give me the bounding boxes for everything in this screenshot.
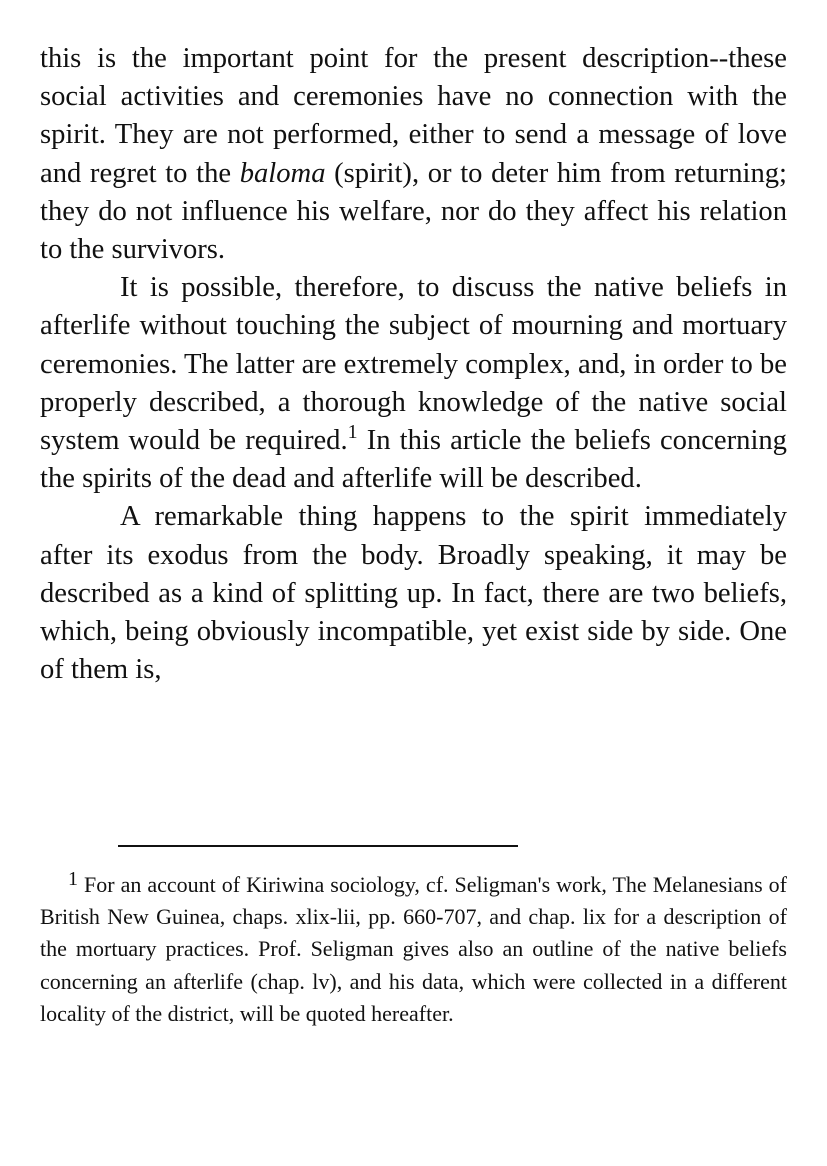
paragraph-1-text-b: (spirit), or to deter him from returning; they do not influence his welfare, nor do they affect his relation to the survivors. bbox=[40, 157, 787, 266]
paragraph-1-text-a: this is the important point for the present description--these social activities and ceremonies have no connection with the spirit. They are not performed, either to send a message of love and regret to the bbox=[40, 43, 787, 189]
page-body bbox=[40, 40, 787, 689]
paragraph-3-text: A remarkable thing happens to the spirit immediately after its exodus from the body. Broadly speaking, it may be described as a kind of splitting up. In fact, there are two beliefs, which, being obviously incompatible, yet exist side by side. One of them is, bbox=[40, 501, 787, 686]
paragraph-2 bbox=[40, 269, 787, 498]
footnote-divider bbox=[118, 845, 518, 847]
paragraph-2-text-a: It is possible, therefore, to discuss the native beliefs in afterlife without touching the subject of mourning and mortuary ceremonies. The latter are extremely complex, and, in order to be properly described, a thorough knowledge of the native social system would be required. bbox=[40, 272, 787, 457]
footnote-text: For an account of Kiriwina sociology, cf. Seligman's work, The Melanesians of British New Guinea, chaps. xlix-lii, pp. 660-707, and chap. lix for a description of the mortuary practices. Prof. Seligman gives also an outline of the native beliefs concerning an afterlife (chap. lv), and his data, which were collected in a different locality of the district, will be quoted hereafter. bbox=[40, 872, 787, 1026]
footnote bbox=[40, 869, 787, 1030]
footnote-reference[interactable]: 1 bbox=[347, 421, 358, 444]
footnote-mark: 1 bbox=[68, 868, 78, 890]
main-text bbox=[40, 40, 787, 689]
paragraph-3 bbox=[40, 498, 787, 689]
paragraph-2-text-b: In this article the beliefs concerning the spirits of the dead and afterlife will be described. bbox=[40, 425, 787, 495]
paragraph-1 bbox=[40, 40, 787, 269]
baloma-term: baloma bbox=[239, 157, 326, 189]
